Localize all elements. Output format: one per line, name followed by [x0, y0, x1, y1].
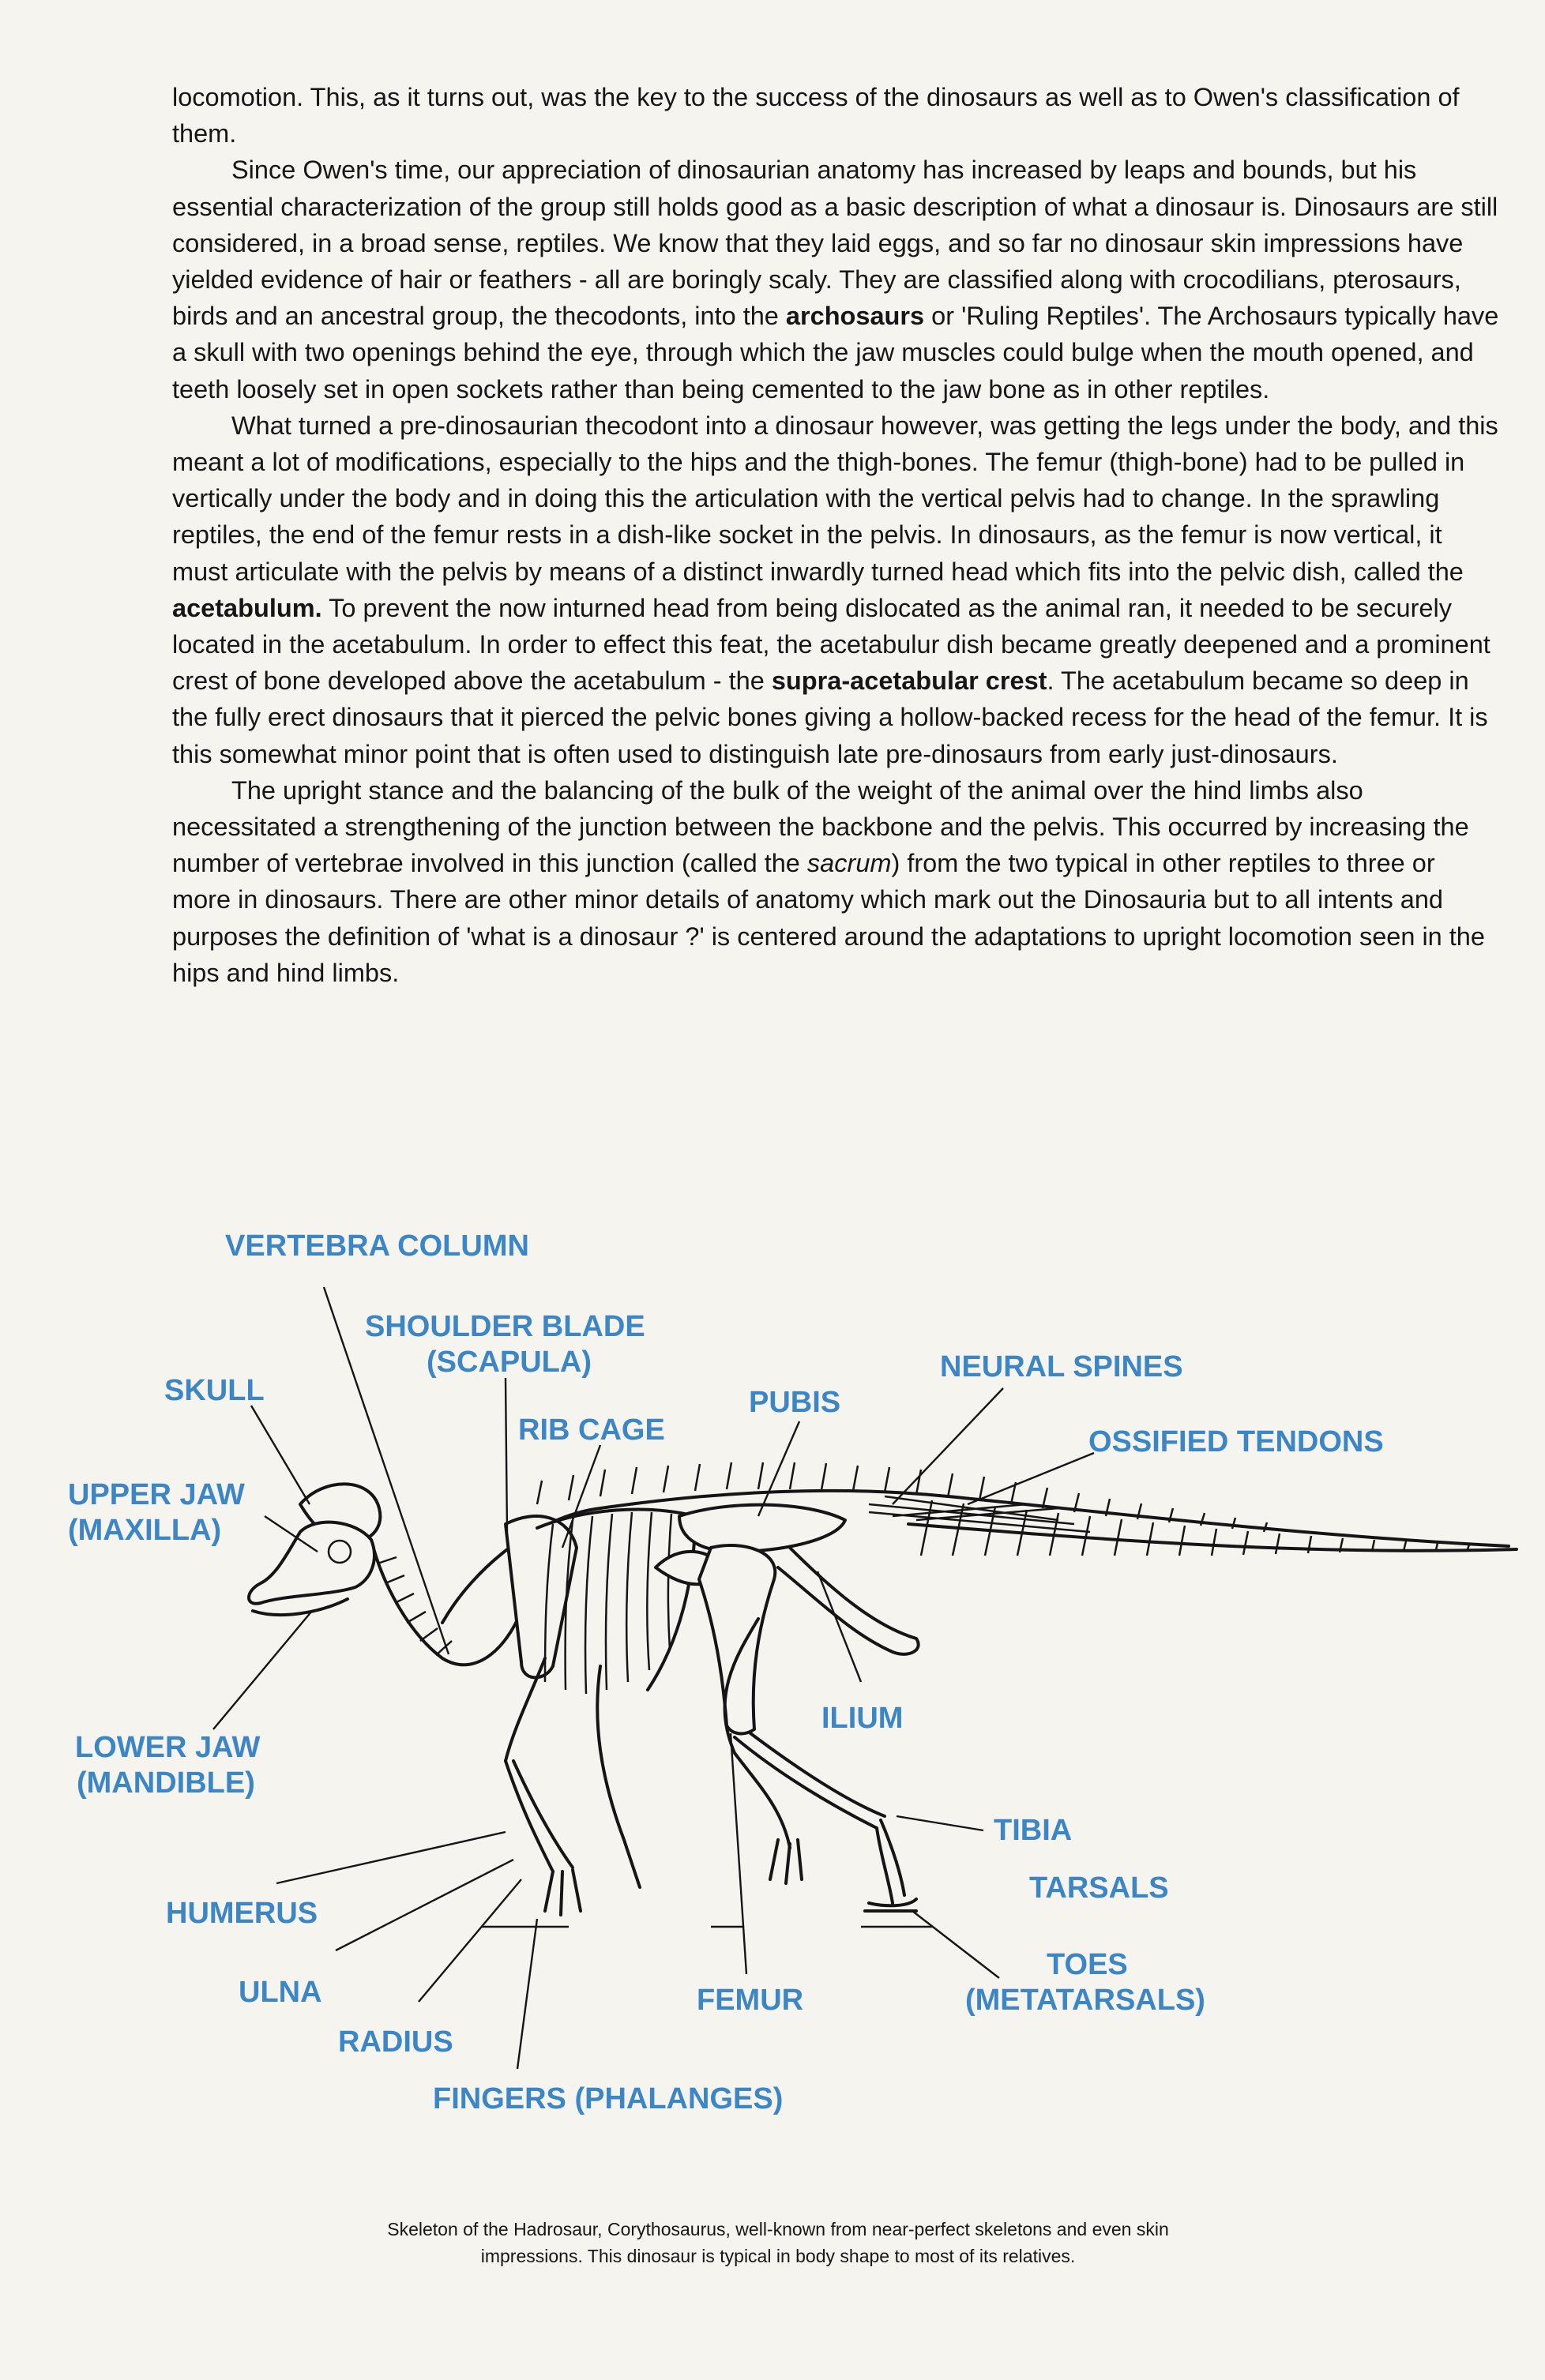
hadrosaur-skeleton [249, 1462, 1517, 1927]
paragraph-2-text-b: or 'Ruling Reptiles'. The Archosaurs typically have a skull with two openings behind the eye, through which the jaw muscles could bulge when the mouth opened, and teeth loosely set in open sockets rather than being cemented to the jaw bone as in other reptiles. [172, 302, 1499, 404]
label-toes: TOES [1047, 1948, 1128, 1981]
paragraph-4 [172, 772, 1499, 991]
term-sacrum: sacrum [806, 849, 892, 878]
label-lower-jaw: LOWER JAW [75, 1731, 261, 1764]
paragraph-1-text: locomotion. This, as it turns out, was the key to the success of the dinosaurs as well as to Owen's classification of them. [172, 83, 1460, 148]
caption-line-2: impressions. This dinosaur is typical in body shape to most of its relatives. [480, 2246, 1076, 2266]
caption-line-1: Skeleton of the Hadrosaur, Corythosaurus, well-known from near-perfect skeletons and even skin [387, 2219, 1169, 2239]
femur-bone [699, 1545, 775, 1733]
label-shoulder-blade: SHOULDER BLADE [365, 1310, 645, 1343]
label-humerus: HUMERUS [166, 1897, 318, 1930]
label-femur: FEMUR [697, 1984, 804, 2017]
label-tarsals: TARSALS [1029, 1871, 1169, 1905]
term-archosaurs: archosaurs [785, 302, 925, 331]
term-acetabulum: acetabulum. [172, 593, 322, 622]
paragraph-4-text-a: The upright stance and the balancing of the bulk of the weight of the animal over the hind limbs also necessitated a strengthening of the junction between the backbone and the pelvis. This occurred by increasing the number of vertebrae involved in this junction (called the [172, 775, 1469, 878]
label-radius: RADIUS [338, 2025, 453, 2059]
neck-vertebrae [378, 1557, 452, 1655]
label-rib-cage: RIB CAGE [518, 1413, 665, 1447]
paragraph-2 [172, 152, 1499, 407]
paragraph-3-text-a: What turned a pre-dinosaurian thecodont into a dinosaur however, was getting the legs under the body, and this meant a lot of modifications, especially to the hips and the thigh-bones. The femur (thigh-bone) had to be pulled in vertically under the body and in doing this the articulation with the vertical pelvis had to change. In the sprawling reptiles, the end of the femur rests in a dish-like socket in the pelvis. In dinosaurs, as the femur is now vertical, it must articulate with the pelvis by means of a distinct inwardly turned head which fits into the pelvic dish, called the [172, 411, 1498, 586]
label-ilium: ILIUM [821, 1702, 904, 1735]
far-forelimb [597, 1666, 640, 1887]
label-upper-jaw: UPPER JAW [68, 1478, 245, 1511]
ossified-tendons-lattice [869, 1496, 1090, 1532]
neural-spine-marks [537, 1462, 1267, 1532]
label-vertebra-column: VERTEBRA COLUMN [225, 1229, 529, 1263]
tail-chevrons [921, 1500, 1469, 1556]
label-tibia: TIBIA [994, 1814, 1073, 1847]
figure-caption [269, 2216, 1288, 2269]
label-maxilla: (MAXILLA) [68, 1514, 222, 1547]
paragraph-1 [172, 79, 1499, 152]
paragraph-4-text-b: ) from the two typical in other reptiles to three or more in dinosaurs. There are other minor details of anatomy which mark out the Dinosauria but to all intents and purposes the definition of 'what is a dinosaur ?' is centered around the adaptations to upright locomotion seen in the hips and hind limbs. [172, 849, 1485, 987]
body-text [172, 79, 1499, 991]
right-metatarsals [877, 1820, 904, 1903]
ischium [778, 1548, 919, 1654]
ilium [679, 1505, 845, 1552]
paragraph-3-text-c: . The acetabulum became so deep in the fully erect dinosaurs that it pierced the pelvic bones giving a hollow-backed recess for the head of the femur. It is this somewhat minor point that is often used to distinguish late pre-dinosaurs from early just-dinosaurs. [172, 666, 1488, 768]
label-mandible: (MANDIBLE) [77, 1766, 255, 1800]
hand-bones [545, 1870, 581, 1915]
paragraph-3-text-b: To prevent the now inturned head from being dislocated as the animal ran, it needed to be securely located in the acetabulum. In order to effect this feat, the acetabulur dish became greatly deepened and a prominent crest of bone developed above the acetabulum - the [172, 593, 1490, 696]
term-supra-acetabular-crest: supra-acetabular crest [771, 666, 1047, 696]
paragraph-2-text-a: Since Owen's time, our appreciation of dinosaurian anatomy has increased by leaps and bounds, but his essential characterization of the group still holds good as a basic description of what a dinosaur is. Dinosaurs are still considered, in a broad sense, reptiles. We know that they laid eggs, and so far no dinosaur skin impressions have yielded evidence of hair or feathers - all are boringly scaly. They are classified along with crocodilians, pterosaurs, birds and an ancestral group, the thecodonts, into the [172, 156, 1498, 331]
label-ulna: ULNA [239, 1976, 322, 2009]
label-scapula: (SCAPULA) [427, 1346, 592, 1379]
far-foot [770, 1840, 802, 1883]
label-ossified-tendons: OSSIFIED TENDONS [1088, 1425, 1384, 1458]
skull [249, 1522, 374, 1604]
skeleton-diagram [0, 1216, 1545, 2164]
label-skull: SKULL [164, 1374, 265, 1407]
label-neural-spines: NEURAL SPINES [940, 1350, 1183, 1383]
ulna-bone [506, 1761, 553, 1871]
label-pubis: PUBIS [749, 1386, 841, 1419]
label-metatarsals: (METATARSALS) [965, 1984, 1205, 2017]
paragraph-3 [172, 407, 1499, 772]
label-fingers: FINGERS (PHALANGES) [433, 2082, 784, 2115]
